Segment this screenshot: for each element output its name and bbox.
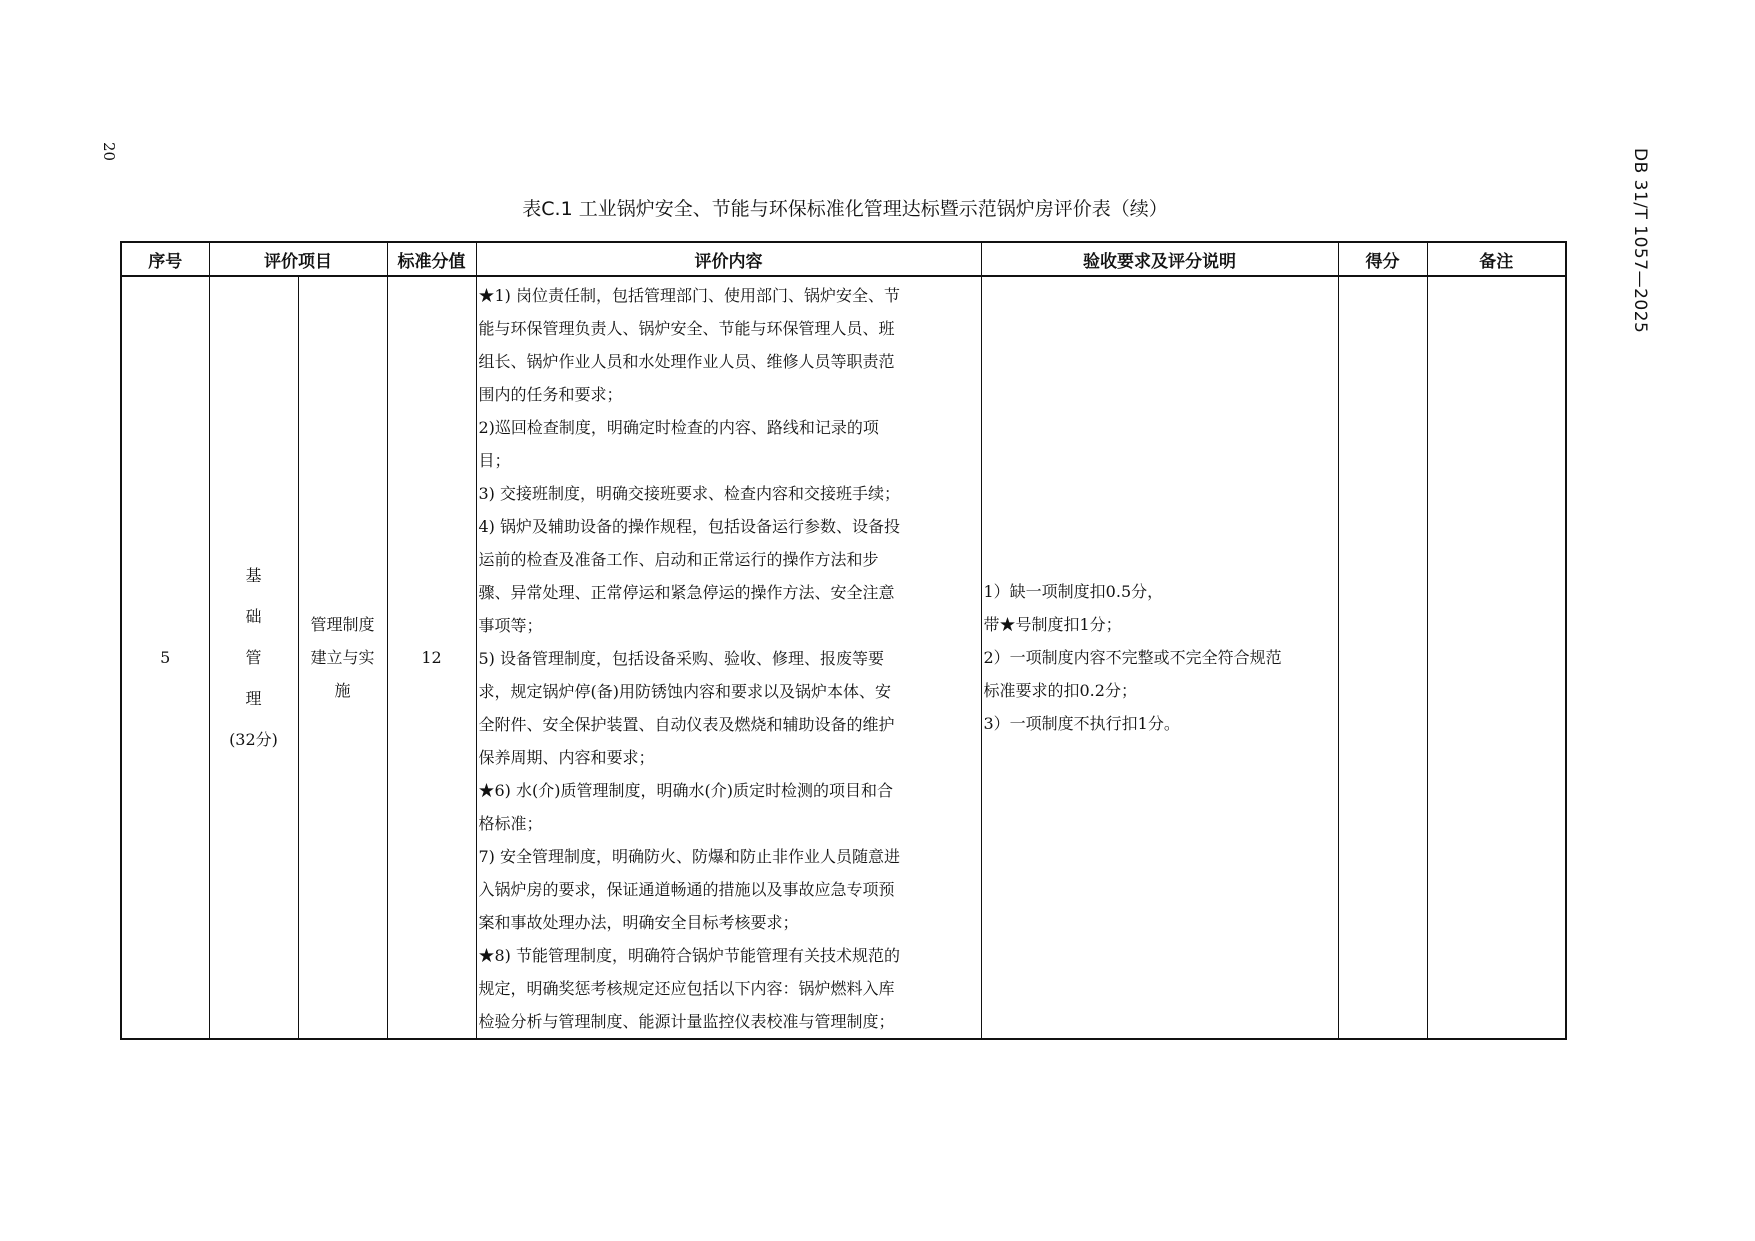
content-line: 5) 设备管理制度，包括设备采购、验收、修理、报废等要 bbox=[478, 649, 885, 668]
requirement-line: 1）缺一项制度扣0.5分， bbox=[983, 582, 1164, 601]
standard-code: DB 31/T 1057—2025 bbox=[1630, 148, 1650, 334]
content-line: 组长、锅炉作业人员和水处理作业人员、维修人员等职责范 bbox=[478, 352, 895, 371]
sub-item-line: 施 bbox=[334, 681, 351, 700]
header-row bbox=[121, 242, 1566, 276]
row-remark[interactable] bbox=[1427, 276, 1566, 1039]
content-line: 围内的任务和要求； bbox=[478, 385, 623, 404]
content-line: ★1) 岗位责任制，包括管理部门、使用部门、锅炉安全、节 bbox=[478, 286, 901, 305]
sub-item-line: 管理制度 bbox=[310, 615, 375, 634]
content-line: 检验分析与管理制度、能源计量监控仪表校准与管理制度； bbox=[478, 1012, 895, 1031]
header-remark: 备注 bbox=[1427, 242, 1566, 276]
content-line: 3) 交接班制度，明确交接班要求、检查内容和交接班手续； bbox=[478, 484, 901, 503]
content-line: ★6) 水(介)质管理制度，明确水(介)质定时检测的项目和合 bbox=[478, 781, 893, 800]
row-content bbox=[476, 276, 981, 1039]
content-line: 4) 锅炉及辅助设备的操作规程，包括设备运行参数、设备投 bbox=[478, 517, 901, 536]
content-line: 运前的检查及准备工作、启动和正常运行的操作方法和步 bbox=[478, 550, 879, 569]
content-line: 2)巡回检查制度，明确定时检查的内容、路线和记录的项 bbox=[478, 418, 879, 437]
header-score: 得分 bbox=[1338, 242, 1427, 276]
content-line: 7) 安全管理制度，明确防火、防爆和防止非作业人员随意进 bbox=[478, 847, 901, 866]
header-content: 评价内容 bbox=[476, 242, 981, 276]
requirement-line: 标准要求的扣0.2分； bbox=[983, 681, 1137, 700]
content-line: 能与环保管理负责人、锅炉安全、节能与环保管理人员、班 bbox=[478, 319, 895, 338]
table-row bbox=[121, 276, 1566, 1039]
sub-item-line: 建立与实 bbox=[310, 648, 375, 667]
category-points: (32分) bbox=[229, 730, 278, 749]
content-line: 求，规定锅炉停(备)用防锈蚀内容和要求以及锅炉本体、安 bbox=[478, 682, 891, 701]
evaluation-table bbox=[120, 241, 1567, 1040]
content-line: 案和事故处理办法，明确安全目标考核要求； bbox=[478, 913, 799, 932]
category-char: 础 bbox=[245, 607, 262, 626]
category-char: 理 bbox=[245, 689, 262, 708]
category-char: 基 bbox=[245, 566, 262, 585]
content-line: 事项等； bbox=[478, 616, 543, 635]
header-standard-score: 标准分值 bbox=[387, 242, 476, 276]
content-line: 骤、异常处理、正常停运和紧急停运的操作方法、安全注意 bbox=[478, 583, 895, 602]
content-line: ★8) 节能管理制度，明确符合锅炉节能管理有关技术规范的 bbox=[478, 946, 901, 965]
requirement-line: 2）一项制度内容不完整或不完全符合规范 bbox=[983, 648, 1282, 667]
row-requirement bbox=[981, 276, 1338, 1039]
content-line: 全附件、安全保护装置、自动仪表及燃烧和辅助设备的维护 bbox=[478, 715, 895, 734]
header-seq: 序号 bbox=[121, 242, 209, 276]
header-item: 评价项目 bbox=[209, 242, 387, 276]
row-seq: 5 bbox=[121, 276, 209, 1039]
content-line: 入锅炉房的要求，保证通道畅通的措施以及事故应急专项预 bbox=[478, 880, 895, 899]
row-score[interactable] bbox=[1338, 276, 1427, 1039]
requirement-line: 3）一项制度不执行扣1分。 bbox=[983, 714, 1180, 733]
content-line: 保养周期、内容和要求； bbox=[478, 748, 655, 767]
category-char: 管 bbox=[245, 648, 262, 667]
requirement-line: 带★号制度扣1分； bbox=[983, 615, 1122, 634]
page-number: 20 bbox=[100, 142, 118, 162]
content-line: 目； bbox=[478, 451, 511, 470]
content-line: 规定，明确奖惩考核规定还应包括以下内容：锅炉燃料入库 bbox=[478, 979, 895, 998]
row-category bbox=[209, 276, 298, 1039]
table-title: 表C.1 工业锅炉安全、节能与环保标准化管理达标暨示范锅炉房评价表（续） bbox=[522, 198, 1168, 220]
row-standard-score: 12 bbox=[387, 276, 476, 1039]
content-line: 格标准； bbox=[478, 814, 543, 833]
header-requirement: 验收要求及评分说明 bbox=[981, 242, 1338, 276]
row-sub-item bbox=[298, 276, 387, 1039]
